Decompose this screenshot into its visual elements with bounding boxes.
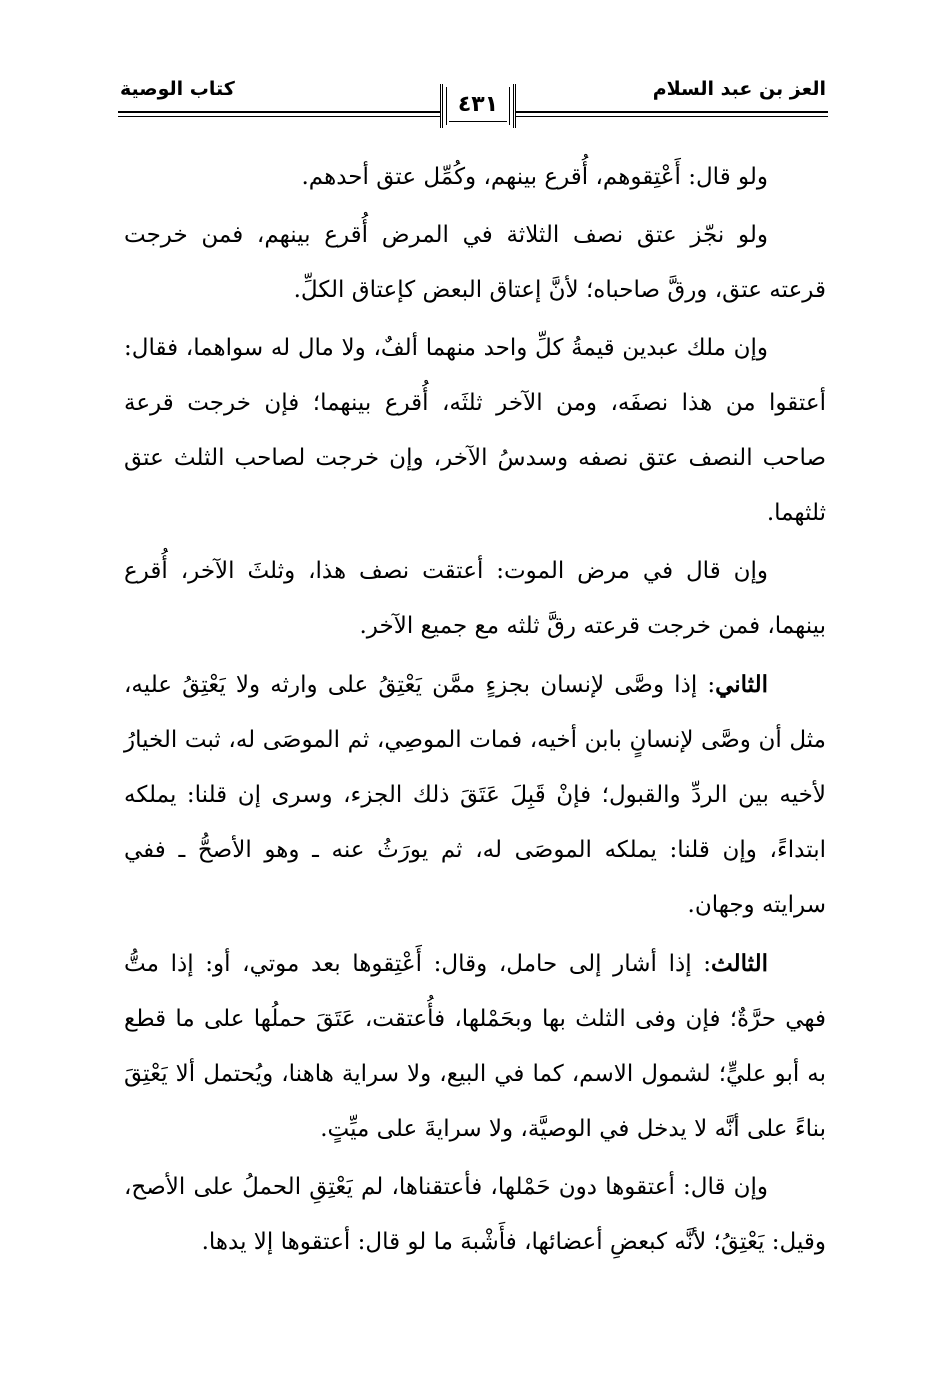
paragraph-text: وإن قال في مرض الموت: أعتقت نصف هذا، وثلثَ الآخر، أُقرع بينهما، فمن خرجت قرعته رقَّ ثلثه مع جميع الآخر. <box>124 558 826 639</box>
page-number-frame <box>440 84 516 128</box>
page-number: ٤٣١ <box>457 92 499 117</box>
paragraph-7 <box>124 1160 826 1270</box>
paragraph-text: : إذا أشار إلى حامل، وقال: أَعْتِقوها بعد موتي، أو: إذا متُّ فهي حرَّةٌ؛ فإن وفى الثلث بها وبحَمْلها، فأُعتقت، عَتَقَ حملُها على ما قطع به أبو عليٍّ؛ لشمول الاسم، كما في البيع، ولا سراية هاهنا، ويُحتمل ألا يَعْتِقَ بناءً على أنَّه لا يدخل في الوصيَّة، ولا سرايةَ على ميِّتٍ. <box>124 951 826 1142</box>
running-head-section: كتاب الوصية <box>120 78 235 100</box>
paragraph-text: ولو قال: أَعْتِقوهم، أُقرع بينهم، وكُمِّل عتق أحدهم. <box>301 164 768 190</box>
paragraph-lead: الثالث <box>711 950 768 977</box>
paragraph-2 <box>124 208 826 318</box>
paragraph-4 <box>124 544 826 654</box>
paragraph-6 <box>124 936 826 1157</box>
paragraph-text: ولو نجّز عتق نصف الثلاثة في المرض أُقرع بينهم، فمن خرجت قرعته عتق، ورقَّ صاحباه؛ لأنَّ إعتاق البعض كإعتاق الكلِّ. <box>124 222 826 303</box>
paragraph-5 <box>124 657 826 933</box>
paragraph-1 <box>124 150 826 205</box>
paragraph-text: وإن ملك عبدين قيمةُ كلِّ واحد منهما ألفٌ، ولا مال له سواهما، فقال: أعتقوا من هذا نصفَه، ومن الآخر ثلثَه، أُقرع بينهما؛ فإن خرجت قرعة صاحب النصف عتق نصفه وسدسُ الآخر، وإن خرجت لصاحب الثلث عتق ثلثهما. <box>124 335 826 526</box>
paragraph-text: وإن قال: أعتقوها دون حَمْلها، فأعتقناها، لم يَعْتِقِ الحملُ على الأصح، وقيل: يَعْتِقُ؛ لأنَّه كبعضِ أعضائها، فأَشْبهَ ما لو قال: أعتقوها إلا يدها. <box>124 1174 826 1255</box>
page-header <box>118 78 828 138</box>
running-head-author: العز بن عبد السلام <box>652 78 826 100</box>
paragraph-3 <box>124 321 826 541</box>
paragraph-lead: الثاني <box>715 671 768 698</box>
page-body <box>124 150 826 1270</box>
paragraph-text: : إذا وصَّى لإنسان بجزءٍ ممَّن يَعْتِقُ على وارثه ولا يَعْتِقُ عليه، مثل أن وصَّى لإنسانٍ بابن أخيه، فمات الموصِي، ثم الموصَى له، ثبت الخيارُ لأخيه بين الردِّ والقبول؛ فإنْ قَبِلَ عَتَقَ ذلك الجزء، وسرى إن قلنا: يملكه ابتداءً، وإن قلنا: يملكه الموصَى له، ثم يورَثُ عنه ـ وهو الأصحُّ ـ ففي سرايته وجهان. <box>124 672 826 918</box>
